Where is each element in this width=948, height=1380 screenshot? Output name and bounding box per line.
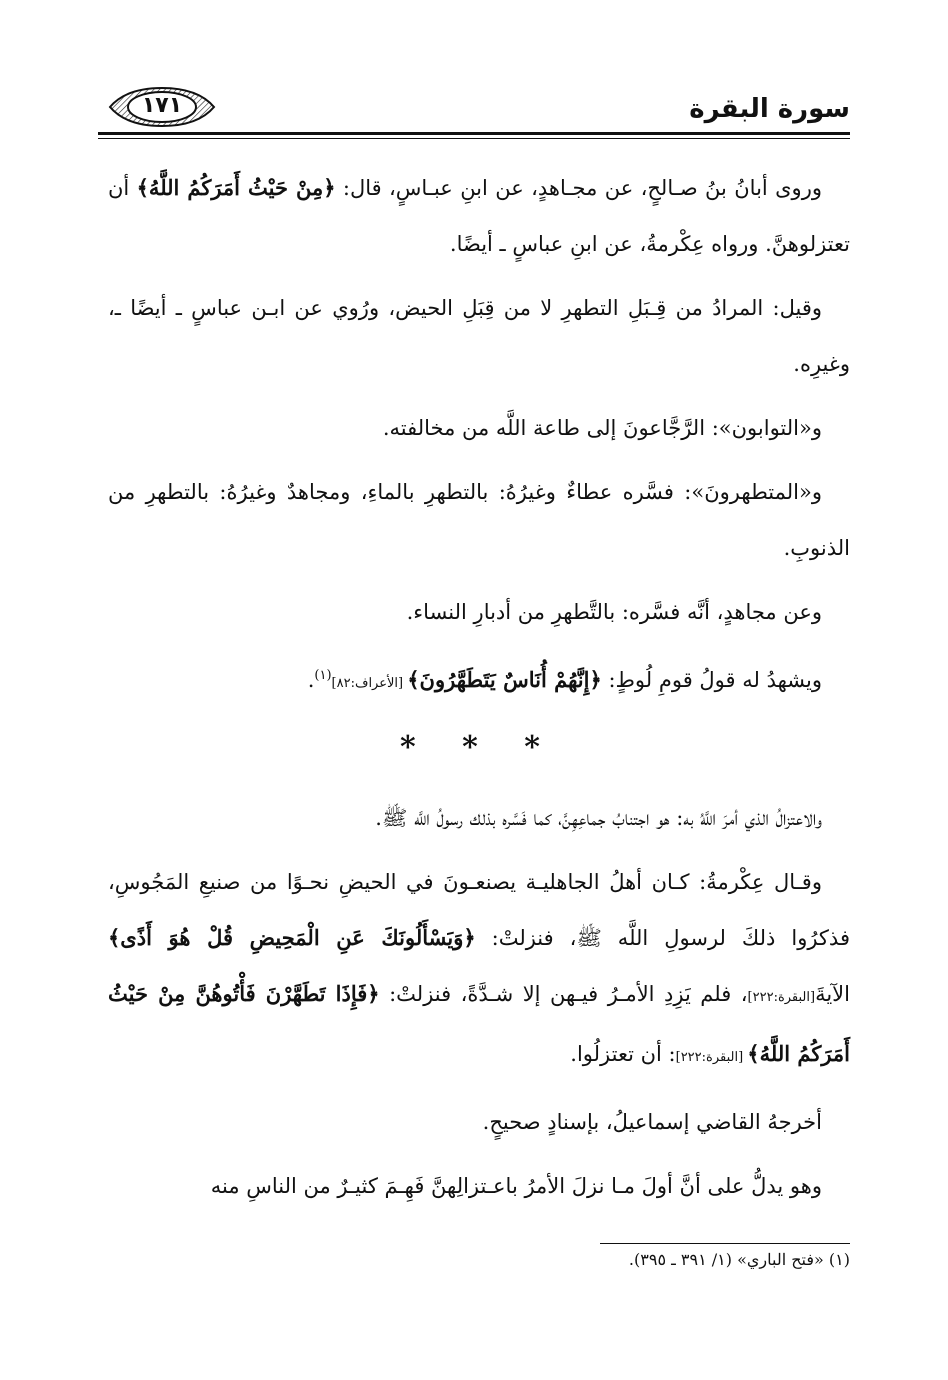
verse-reference: [البقرة:٢٢٢]: [747, 990, 816, 1005]
quran-verse: ﴿وَيَسْأَلُونَكَ عَنِ الْمَحِيضِ قُلْ هُوَ أَذًى﴾: [108, 925, 476, 950]
page-number: ١٧١: [141, 93, 183, 118]
page-body: [108, 160, 850, 1222]
text: أن تعتزلوهنَّ. ورواه عِكْرمةُ، عن ابنِ عباسٍ ـ أيضًا.: [108, 176, 850, 256]
section-separator: * * *: [400, 730, 558, 765]
header-rule-thin: [98, 138, 850, 139]
text: وروى أبانُ بنُ صـالحٍ، عن مجـاهدٍ، عن ابنِ عبـاسٍ، قال:: [335, 176, 822, 200]
text: الآيةَ: [815, 982, 850, 1006]
verse-reference: [البقرة:٢٢٢]: [675, 1050, 748, 1065]
footnote-rule: [600, 1243, 850, 1244]
footnote-marker: (١): [314, 668, 332, 683]
paragraph: [108, 854, 850, 1086]
paragraph: و«المتطهرونَ»: فسَّره عطاءٌ وغيرُهُ: بالتطهرِ بالماءِ، ومجاهدٌ وغيرُهُ: بالتطهرِ من الذنوبِ.: [108, 480, 850, 560]
verse-reference: [الأعراف:٨٢]: [331, 676, 408, 691]
quran-verse: ﴿فَإِذَا تَطَهَّرْنَ فَأْتُوهُنَّ مِنْ حَيْثُ أَمَرَكُمُ اللَّهُ﴾: [108, 981, 850, 1066]
quran-verse: ﴿مِنْ حَيْثُ أَمَرَكُمُ اللَّهُ﴾: [136, 175, 336, 200]
text: وقـال عِكْرمةُ: كـان أهلُ الجاهليـة يصنعـونَ في الحيضِ نحـوًا من صنيعِ المَجُوسِ، فذكرُوا ذلكَ لرسولِ اللَّه ﷺ، فنزلتْ:: [108, 870, 850, 950]
text: : أن تعتزلُوا.: [570, 1042, 676, 1066]
quran-verse: ﴿إِنَّهُمْ أُنَاسٌ يَتَطَهَّرُونَ﴾: [407, 667, 602, 692]
paragraph: وقيل: المرادُ من قِـبَلِ التطهرِ لا من قِبَلِ الحيض، ورُوي عن ابـن عباسٍ ـ أيضًا ـ، وغيرِه.: [108, 296, 850, 376]
text: ويشهدُ له قولُ قومِ لُوطٍ:: [601, 668, 822, 692]
page-header: [98, 82, 850, 132]
paragraph: أخرجهُ القاضي إسماعيلُ، بإسنادٍ صحيحٍ.: [482, 1110, 822, 1134]
footnote: (١) «فتح الباري» (١/ ٣٩١ ـ ٣٩٥).: [628, 1250, 850, 1269]
paragraph: وهو يدلُّ على أنَّ أولَ مـا نزلَ الأمرُ باعـتزالِهنَّ فَهِـمَ كثيـرٌ من الناسِ منه: [210, 1174, 822, 1198]
paragraph: والاعتزالُ الذي أمرَ اللَّهُ به: هو اجتنابُ جماعِهِنَّ، كما فَسَّره بذلك رسولُ اللَّه ﷺ.: [375, 806, 822, 830]
paragraph: وعن مجاهدٍ، أنَّه فسَّره: بالتَّطهرِ من أدبارِ النساء.: [406, 600, 822, 624]
surah-title: سورة البقرة: [689, 94, 850, 124]
paragraph: و«التوابون»: الرَّجَّاعونَ إلى طاعة اللَّه من مخالفته.: [382, 416, 822, 440]
page-number-badge: [106, 86, 218, 128]
paragraph: [108, 648, 850, 712]
text: .: [307, 668, 315, 692]
header-rule: [98, 132, 850, 135]
paragraph: [108, 160, 850, 272]
text: ، فلم يَزِدِ الأمـرُ فيـهن إلا شـدَّةً، فنزلتْ:: [379, 982, 748, 1006]
